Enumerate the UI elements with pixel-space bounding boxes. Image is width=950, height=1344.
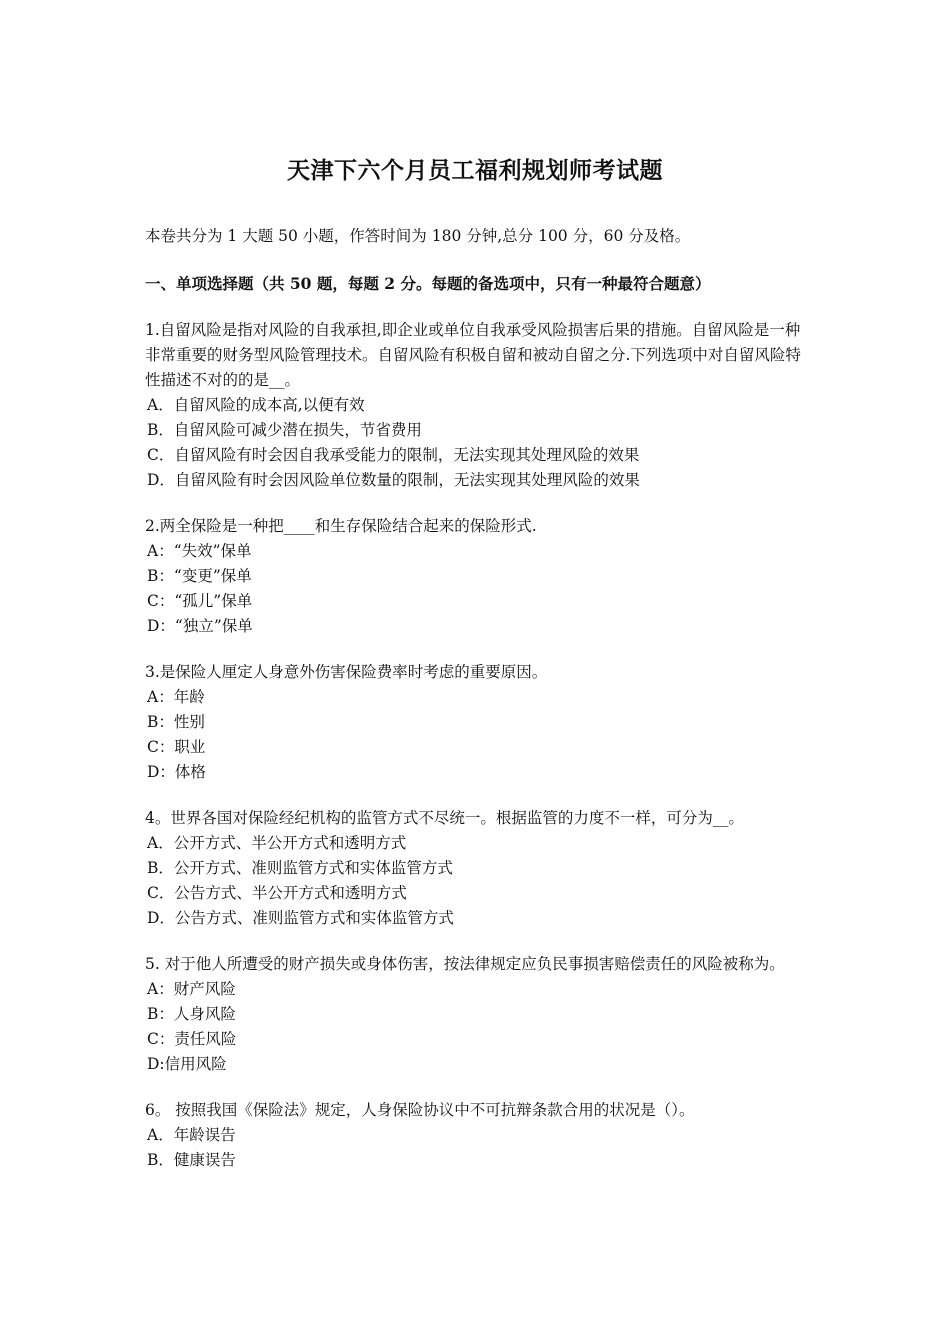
option-d: D：体格	[147, 763, 206, 781]
document-title: 天津下六个月员工福利规划师考试题	[287, 157, 663, 184]
question-stem: 6。 按照我国《保险法》规定，人身保险协议中不可抗辩条款合用的状况是（）。	[145, 1101, 695, 1119]
option-a: A：年龄	[147, 688, 205, 706]
question-stem: 1.自留风险是指对风险的自我承担,即企业或单位自我承受风险损害后果的措施。自留风险是一种非常重要的财务型风险管理技术。自留风险有积极自留和被动自留之分.下列选项中对自留风险特性描述不对的的是__。	[145, 321, 801, 389]
option-list	[145, 685, 810, 785]
option-b: B．公开方式、准则监管方式和实体监管方式	[147, 859, 453, 877]
option-a: A．自留风险的成本高,以便有效	[147, 396, 365, 414]
question-2	[145, 514, 810, 639]
option-a: A：“失效”保单	[147, 542, 252, 560]
option-b: B：人身风险	[147, 1005, 236, 1023]
option-list	[145, 977, 810, 1077]
option-c: C：“孤儿”保单	[147, 592, 253, 610]
option-d: D．自留风险有时会因风险单位数量的限制，无法实现其处理风险的效果	[147, 471, 640, 489]
option-c: C：职业	[147, 738, 206, 756]
option-d: D．公告方式、准则监管方式和实体监管方式	[147, 909, 454, 927]
option-a: A：财产风险	[147, 980, 236, 998]
option-list	[145, 393, 810, 493]
question-stem: 5. 对于他人所遭受的财产损失或身体伤害，按法律规定应负民事损害赔偿责任的风险被称为。	[145, 955, 785, 973]
option-d: D：“独立”保单	[147, 617, 253, 635]
question-4	[145, 806, 810, 931]
option-list	[145, 539, 810, 639]
document-body	[145, 224, 810, 1194]
question-stem: 4。世界各国对保险经纪机构的监管方式不尽统一。根据监管的力度不一样，可分为__。	[145, 809, 744, 827]
option-c: C．公告方式、半公开方式和透明方式	[147, 884, 407, 902]
option-list	[145, 831, 810, 931]
option-a: A．年龄误告	[147, 1126, 236, 1144]
question-stem: 3.是保险人厘定人身意外伤害保险费率时考虑的重要原因。	[145, 663, 548, 681]
option-list	[145, 1123, 810, 1173]
exam-intro: 本卷共分为 1 大题 50 小题，作答时间为 180 分钟,总分 100 分，60 分及格。	[145, 227, 691, 245]
question-5	[145, 952, 810, 1077]
question-6	[145, 1098, 810, 1173]
option-b: B：“变更”保单	[147, 567, 252, 585]
section-heading: 一、单项选择题（共 50 题，每题 2 分。每题的备选项中，只有一种最符合题意）	[145, 274, 711, 293]
option-b: B．健康误告	[147, 1151, 236, 1169]
option-d: D:信用风险	[147, 1055, 227, 1073]
option-b: B：性别	[147, 713, 205, 731]
question-3	[145, 660, 810, 785]
option-a: A．公开方式、半公开方式和透明方式	[147, 834, 407, 852]
question-stem: 2.两全保险是一种把____和生存保险结合起来的保险形式.	[145, 517, 537, 535]
option-c: C．自留风险有时会因自我承受能力的限制，无法实现其处理风险的效果	[147, 446, 640, 464]
question-1	[145, 318, 810, 493]
option-b: B．自留风险可减少潜在损失，节省费用	[147, 421, 422, 439]
option-c: C：责任风险	[147, 1030, 237, 1048]
